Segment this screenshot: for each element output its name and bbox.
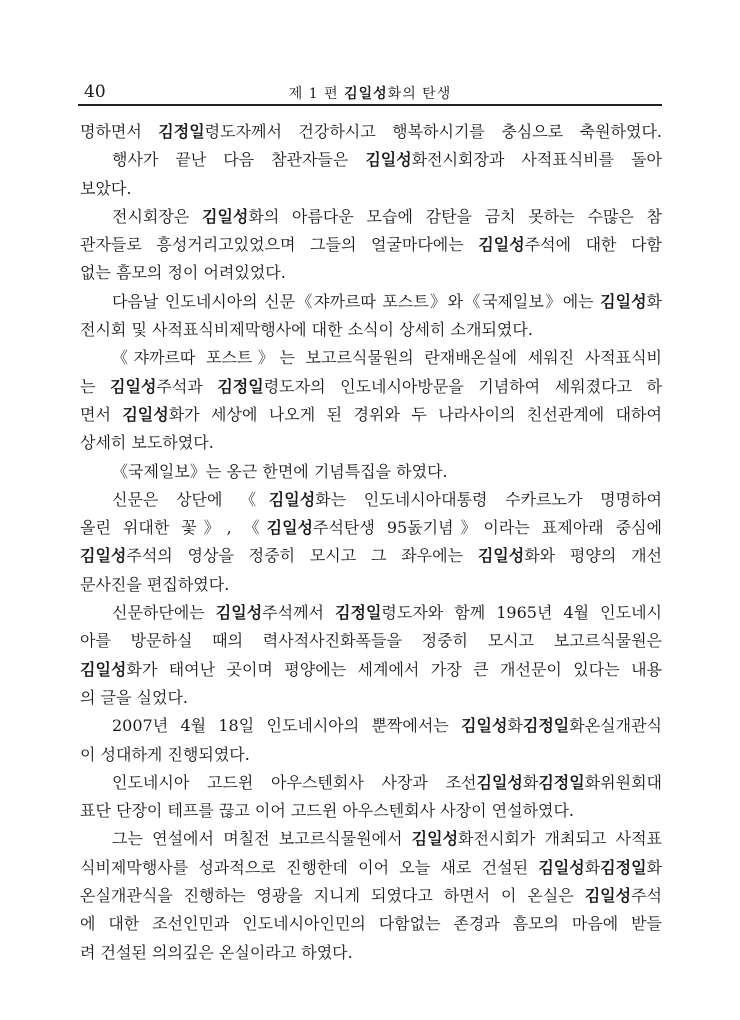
running-title-bold: 김일성 xyxy=(344,86,388,102)
text-run: 화 xyxy=(646,857,662,877)
text-run: 화전시회가 개최되고 사적표 xyxy=(458,829,662,849)
text-run: 《국제일보》는 옹근 한면에 기념특집을 하였다. xyxy=(112,461,448,481)
text-line xyxy=(80,146,662,174)
emphasized-name: 김정일 xyxy=(335,603,382,623)
emphasized-name: 김정일 xyxy=(600,857,647,877)
text-run: 화온실개관식 xyxy=(569,716,662,736)
text-run: 화는 인도네시아대통령 수카르노가 명명하여 xyxy=(315,489,662,509)
emphasized-name: 김일성 xyxy=(476,772,523,792)
text-run: 화와 평양의 개선 xyxy=(524,546,662,566)
emphasized-name: 김일성 xyxy=(268,489,316,509)
text-line xyxy=(80,882,662,910)
text-run: 행사가 끝난 다음 참관자들은 xyxy=(112,150,366,170)
emphasized-name: 김일성 xyxy=(80,659,127,679)
text-line xyxy=(80,401,662,429)
text-run: 주석에 대한 다함 xyxy=(524,235,662,255)
text-run: 명하면서 xyxy=(80,122,159,141)
text-run: 그는 연설에서 며칠전 보고르식물원에서 xyxy=(112,829,412,849)
text-line xyxy=(80,741,662,769)
text-run: 주석과 xyxy=(156,376,218,396)
text-run: 령도자께서 건강하시고 행복하시기를 충심으로 축원하였다. xyxy=(204,122,662,141)
text-line xyxy=(80,514,662,542)
emphasized-name: 김일성 xyxy=(80,546,127,566)
text-line xyxy=(80,316,662,344)
emphasized-name: 김일성 xyxy=(202,206,249,226)
emphasized-name: 김일성 xyxy=(266,518,313,538)
text-line xyxy=(80,118,662,146)
text-run: 화가 세상에 나오게 된 경위와 두 나라사이의 친선관계에 대하여 xyxy=(168,404,662,424)
text-line xyxy=(80,429,662,457)
emphasized-name: 김정일 xyxy=(217,376,264,396)
emphasized-name: 김일성 xyxy=(478,235,525,255)
emphasized-name: 김일성 xyxy=(477,546,525,566)
text-run: 령도자와 함께 1965년 4월 인도네시 xyxy=(381,603,662,623)
text-run: 화 xyxy=(584,857,601,877)
text-line xyxy=(80,910,662,938)
text-run: 화전시회장과 사적표식비를 돌아 xyxy=(411,150,662,170)
text-line xyxy=(80,458,662,486)
text-run: 다음날 인도네시아의 신문《쟈까르따 포스트》와《국제일보》에는 xyxy=(112,291,601,311)
text-run: 면서 xyxy=(80,404,123,424)
running-title xyxy=(78,83,662,103)
text-run: 문사진을 편집하였다. xyxy=(80,574,230,594)
text-line xyxy=(80,854,662,882)
text-run: 신문하단에는 xyxy=(112,603,216,623)
text-run: 화 xyxy=(507,716,523,736)
body-text xyxy=(80,118,662,967)
page-header xyxy=(78,80,662,106)
text-run: 화의 아름다운 모습에 감탄을 금치 못하는 수많은 참 xyxy=(248,206,662,226)
emphasized-name: 김정일 xyxy=(158,122,205,141)
text-run: 이 성대하게 진행되였다. xyxy=(80,744,250,764)
text-run: 2007년 4월 18일 인도네시아의 뿐짝에서는 xyxy=(112,716,462,736)
text-run: 상세히 보도하였다. xyxy=(80,433,214,453)
page-number: 40 xyxy=(84,82,106,102)
text-run: 올린 위대한 꽃》, 《 xyxy=(80,518,267,538)
text-run: 령도자의 인도네시아방문을 기념하여 세워졌다고 하 xyxy=(263,376,662,396)
text-line xyxy=(80,542,662,570)
emphasized-name: 김일성 xyxy=(600,291,647,311)
running-title-suffix: 화의 탄생 xyxy=(387,86,452,102)
text-run: 화 xyxy=(646,291,662,311)
text-run: 표단 단장이 테프를 끊고 이어 고드윈 아우스텐회사 사장이 연설하였다. xyxy=(80,801,574,821)
text-run: 주석탄생 95돐기념》이라는 표제아래 중심에 xyxy=(313,518,662,538)
emphasized-name: 김일성 xyxy=(122,404,169,424)
emphasized-name: 김정일 xyxy=(522,716,570,736)
header-rule xyxy=(78,104,662,106)
emphasized-name: 김일성 xyxy=(110,376,157,396)
text-run: 신문은 상단에 《 xyxy=(112,489,269,509)
text-line xyxy=(80,175,662,203)
text-run: 화가 태여난 곳이며 평양에는 세계에서 가장 큰 개선문이 있다는 내용 xyxy=(126,659,662,679)
text-run: 없는 흠모의 정이 어려있었다. xyxy=(80,263,286,283)
text-run: 관자들로 흥성거리고있었으며 그들의 얼굴마다에는 xyxy=(80,235,479,255)
emphasized-name: 김일성 xyxy=(411,829,459,849)
text-line xyxy=(80,486,662,514)
text-line xyxy=(80,939,662,967)
text-run: 전시회장은 xyxy=(112,206,202,226)
text-line xyxy=(80,259,662,287)
text-line xyxy=(80,797,662,825)
emphasized-name: 김정일 xyxy=(538,772,585,792)
running-title-prefix: 제 1 편 xyxy=(288,86,345,102)
text-line xyxy=(80,656,662,684)
text-line xyxy=(80,203,662,231)
text-run: 식비제막행사를 성과적으로 진행한데 이어 오늘 새로 건설된 xyxy=(80,857,539,877)
text-run: 보았다. xyxy=(80,178,132,198)
text-run: 주석께서 xyxy=(262,603,336,623)
text-run: 화 xyxy=(522,772,539,792)
text-run: 화위원회대 xyxy=(584,772,662,792)
text-run: 《쟈까르따 포스트》는 보고르식물원의 란재배온실에 세워진 사적표식비 xyxy=(112,348,662,368)
text-line xyxy=(80,288,662,316)
text-run: 온실개관식을 진행하는 영광을 지니게 되였다고 하면서 이 온실은 xyxy=(80,886,585,906)
text-run: 주석 xyxy=(631,886,662,906)
text-line xyxy=(80,684,662,712)
text-run: 에 대한 조선인민과 인도네시아인민의 다함없는 존경과 흠모의 마음에 받들 xyxy=(80,914,662,934)
text-line xyxy=(80,571,662,599)
text-line xyxy=(80,344,662,372)
emphasized-name: 김일성 xyxy=(461,716,508,736)
text-line xyxy=(80,712,662,740)
text-run: 전시회 및 사적표식비제막행사에 대한 소식이 상세히 소개되였다. xyxy=(80,320,533,340)
emphasized-name: 김일성 xyxy=(584,886,632,906)
emphasized-name: 김일성 xyxy=(365,150,412,170)
emphasized-name: 김일성 xyxy=(215,603,263,623)
text-line xyxy=(80,599,662,627)
text-run: 아를 방문하실 때의 력사적사진화폭들을 정중히 모시고 보고르식물원은 xyxy=(80,631,662,651)
text-line xyxy=(80,769,662,797)
text-run: 주석의 영상을 정중히 모시고 그 좌우에는 xyxy=(126,546,478,566)
text-run: 는 xyxy=(80,376,111,396)
text-line xyxy=(80,231,662,259)
text-line xyxy=(80,825,662,853)
text-line xyxy=(80,627,662,655)
emphasized-name: 김일성 xyxy=(538,857,585,877)
text-run: 인도네시아 고드윈 아우스텐회사 사장과 조선 xyxy=(112,772,477,792)
text-run: 의 글을 실었다. xyxy=(80,687,188,707)
text-run: 려 건설된 의의깊은 온실이라고 하였다. xyxy=(80,942,353,962)
text-line xyxy=(80,373,662,401)
